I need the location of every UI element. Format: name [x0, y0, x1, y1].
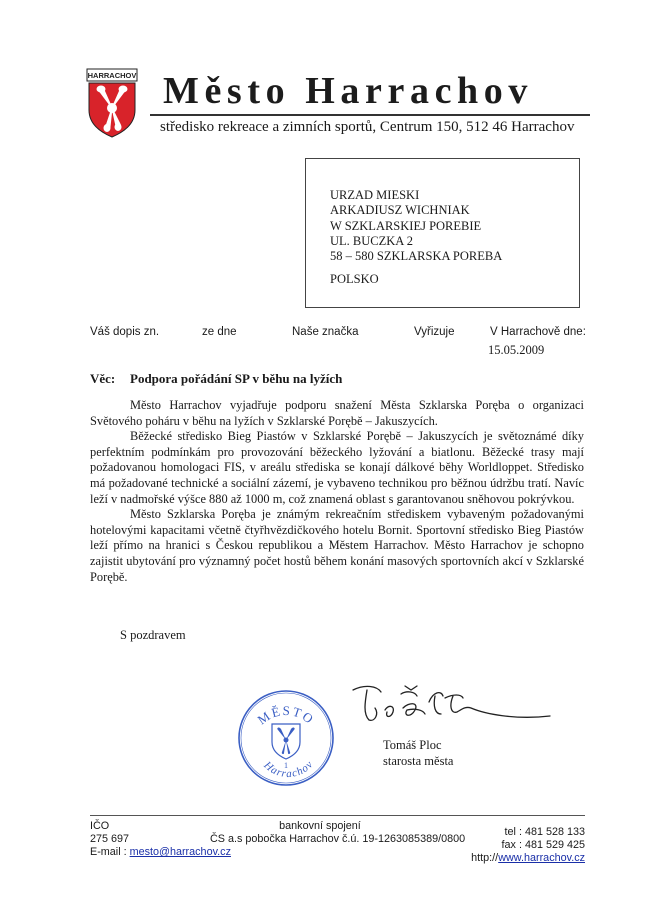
letter-body: [90, 398, 584, 585]
footer-web-row: [440, 852, 585, 865]
body-paragraph: Město Szklarska Poręba je známým rekreačním střediskem vybaveným požadovanými hotelovými kapacitami včetně čtyřhvězdičkového hotelu Bornit. Sportovní středisko Bieg Piastów leží přímo na hranici s Českou republikou a Městem Harrachov. Město Harrachov je schopno zajistit ubytování pro významný počet hostů během konání masových sportovních akcí v Szklarské Porębě.: [90, 507, 584, 584]
footer-fax: fax : 481 529 425: [501, 839, 585, 851]
stamp-top-text: MĚSTO: [254, 702, 318, 728]
website-link[interactable]: www.harrachov.cz: [498, 852, 585, 864]
ref-your-letter: Váš dopis zn.: [90, 326, 160, 338]
stamp-crest-icon: [272, 724, 300, 759]
recipient-line: ARKADIUSZ WICHNIAK: [330, 203, 470, 218]
ref-dated: ze dne: [202, 326, 237, 338]
footer-tel: tel : 481 528 133: [504, 826, 585, 838]
footer-divider: [90, 815, 585, 816]
recipient-line: UL. BUCZKA 2: [330, 233, 413, 248]
official-stamp: [236, 688, 336, 788]
subject-line: [90, 371, 342, 387]
closing-salutation: S pozdravem: [120, 628, 186, 642]
stamp-number: 1: [284, 761, 288, 770]
email-link[interactable]: mesto@harrachov.cz: [129, 846, 231, 858]
footer-bank-label: bankovní spojení: [279, 820, 361, 832]
footer-bank-info: [210, 820, 466, 846]
signer-role: starosta města: [383, 754, 454, 768]
footer-email-row: [90, 846, 231, 859]
stamp-bottom-text: Harrachov: [261, 758, 316, 781]
crest-label: HARRACHOV: [87, 71, 137, 80]
recipient-line: URZAD MIESKI: [330, 188, 420, 202]
letter-date: 15.05.2009: [488, 343, 545, 357]
svg-text:Harrachov: [261, 758, 316, 780]
footer-ico-label: IČO: [90, 820, 110, 832]
header-address: středisko rekreace a zimních sportů, Centrum 150, 512 46 Harrachov: [160, 119, 575, 135]
ref-our-reference: Naše značka: [292, 326, 359, 338]
recipient-country: POLSKO: [330, 272, 379, 286]
page-title: Město Harrachov: [163, 70, 533, 112]
footer-ico-value: 275 697: [90, 833, 130, 845]
subject-label: Věc:: [90, 371, 116, 386]
handwritten-signature: [345, 680, 555, 740]
harrachov-coat-of-arms-logo: [86, 68, 138, 138]
ref-handled-by: Vyřizuje: [414, 326, 455, 338]
signer-block: [383, 737, 453, 769]
subject-text: Podpora pořádání SP v běhu na lyžích: [130, 371, 343, 386]
signer-name: Tomáš Ploc: [383, 738, 442, 752]
recipient-address: [330, 188, 502, 264]
footer-bank-account: ČS a.s pobočka Harrachov č.ú. 19-1263085389/0800: [210, 833, 466, 845]
footer-contact-info: [440, 826, 585, 865]
recipient-line: W SZKLARSKIEJ POREBIE: [330, 218, 482, 233]
ref-place-date-label: V Harrachově dne:: [490, 326, 586, 338]
footer-email-label: E-mail :: [90, 846, 127, 858]
footer-web-prefix: http://: [471, 852, 499, 864]
body-paragraph: Běžecké středisko Bieg Piastów v Szklarské Porębě – Jakuszycích je světoznámé díky perfektním podmínkám pro provozování běžeckého lyžování a biatlonu. Běžecké trasy mají požadovanou homologaci FIS, v areálu střediska se konají dálkové běhy Worldloppet. Středisko má požadované technické a sociální zázemí, je vybaveno technikou pro běžnou údržbu tratí. Navíc leží v nadmořské výšce 880 až 1000 m, což znamená oblast s garantovanou sněhovou pokrývkou.: [90, 429, 584, 506]
recipient-line: 58 – 580 SZKLARSKA POREBA: [330, 249, 503, 264]
header-divider: [150, 114, 590, 116]
body-paragraph: Město Harrachov vyjadřuje podporu snažení Města Szklarska Poręba o organizaci Světového poháru v běhu na lyžích v Szklarské Porębě – Jakuszycích.: [90, 398, 584, 428]
